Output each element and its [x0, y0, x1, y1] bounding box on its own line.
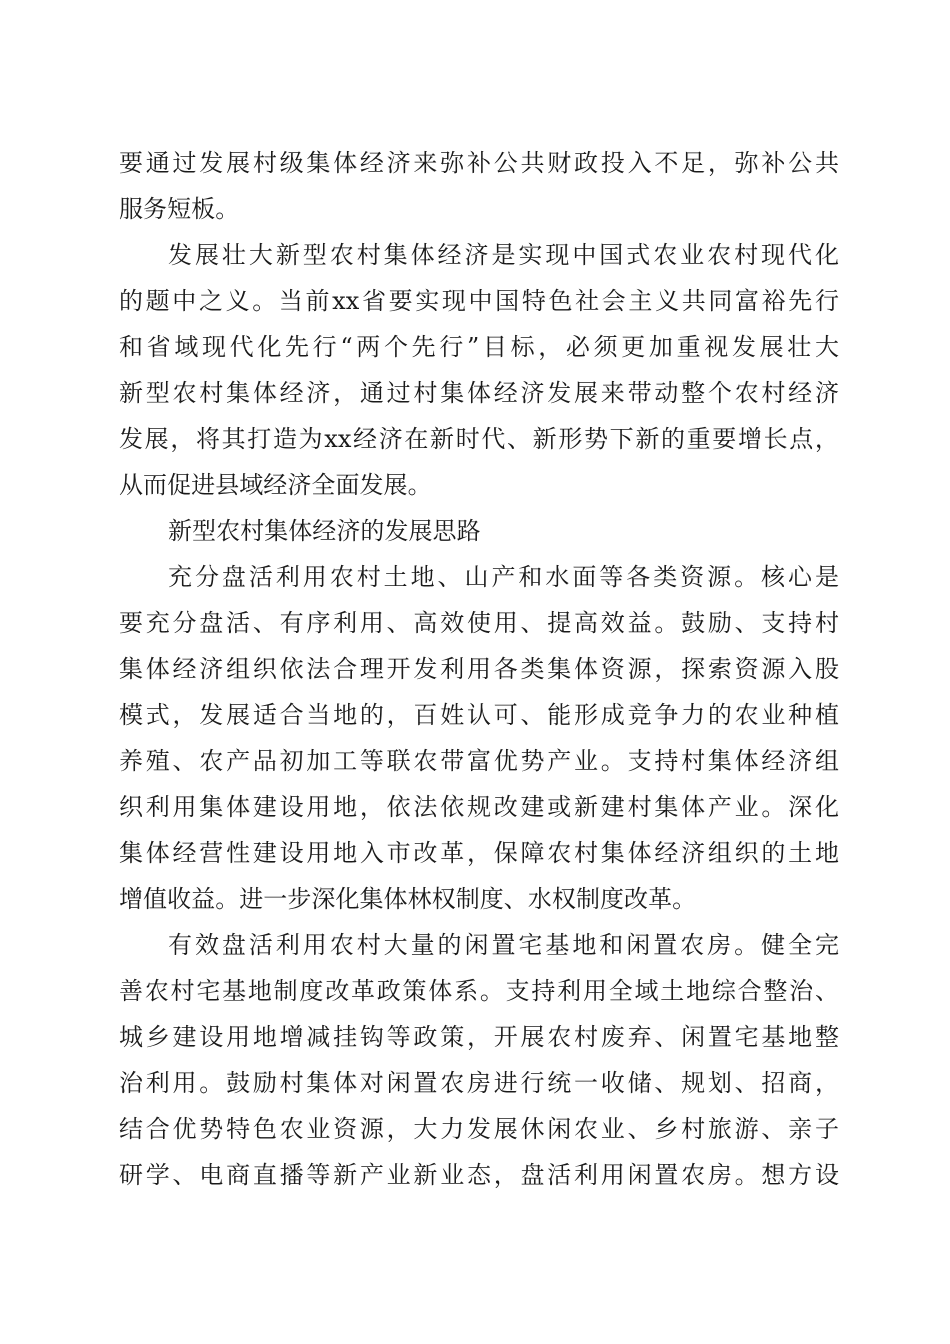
paragraph-4-line-5: 养殖、农产品初加工等联农带富优势产业。支持村集体经济组 [119, 747, 839, 775]
paragraph-5-line-1: 有效盘活利用农村大量的闲置宅基地和闲置农房。健全完 [168, 931, 839, 959]
paragraph-2-line-6: 从而促进县域经济全面发展。 [119, 471, 432, 499]
paragraph-2-line-3: 和省域现代化先行“两个先行”目标，必须更加重视发展壮大 [119, 333, 839, 361]
paragraph-2-line-5: 发展，将其打造为xx经济在新时代、新形势下新的重要增长点， [119, 425, 839, 453]
paragraph-1-line-1: 要通过发展村级集体经济来弥补公共财政投入不足，弥补公共 [119, 149, 839, 177]
paragraph-5-line-4: 治利用。鼓励村集体对闲置农房进行统一收储、规划、招商， [119, 1069, 839, 1097]
section-heading: 新型农村集体经济的发展思路 [168, 517, 481, 545]
paragraph-4-line-6: 织利用集体建设用地，依法依规改建或新建村集体产业。深化 [119, 793, 839, 821]
paragraph-2-line-4: 新型农村集体经济，通过村集体经济发展来带动整个农村经济 [119, 379, 839, 407]
paragraph-2-line-2: 的题中之义。当前xx省要实现中国特色社会主义共同富裕先行 [119, 287, 839, 315]
paragraph-4-line-3: 集体经济组织依法合理开发利用各类集体资源，探索资源入股 [119, 655, 839, 683]
paragraph-4-line-4: 模式，发展适合当地的，百姓认可、能形成竞争力的农业种植 [119, 701, 839, 729]
paragraph-5-line-3: 城乡建设用地增减挂钩等政策，开展农村废弃、闲置宅基地整 [119, 1023, 839, 1051]
paragraph-5-line-5: 结合优势特色农业资源，大力发展休闲农业、乡村旅游、亲子 [119, 1115, 839, 1143]
paragraph-5-line-2: 善农村宅基地制度改革政策体系。支持利用全域土地综合整治、 [119, 977, 839, 1005]
paragraph-4-line-7: 集体经营性建设用地入市改革，保障农村集体经济组织的土地 [119, 839, 839, 867]
paragraph-4-line-8: 增值收益。进一步深化集体林权制度、水权制度改革。 [119, 885, 697, 913]
paragraph-1-line-2: 服务短板。 [119, 195, 240, 223]
paragraph-4-line-2: 要充分盘活、有序利用、高效使用、提高效益。鼓励、支持村 [119, 609, 839, 637]
paragraph-4-line-1: 充分盘活利用农村土地、山产和水面等各类资源。核心是 [168, 563, 839, 591]
paragraph-2-line-1: 发展壮大新型农村集体经济是实现中国式农业农村现代化 [168, 241, 839, 269]
paragraph-5-line-6: 研学、电商直播等新产业新业态，盘活利用闲置农房。想方设 [119, 1161, 839, 1189]
